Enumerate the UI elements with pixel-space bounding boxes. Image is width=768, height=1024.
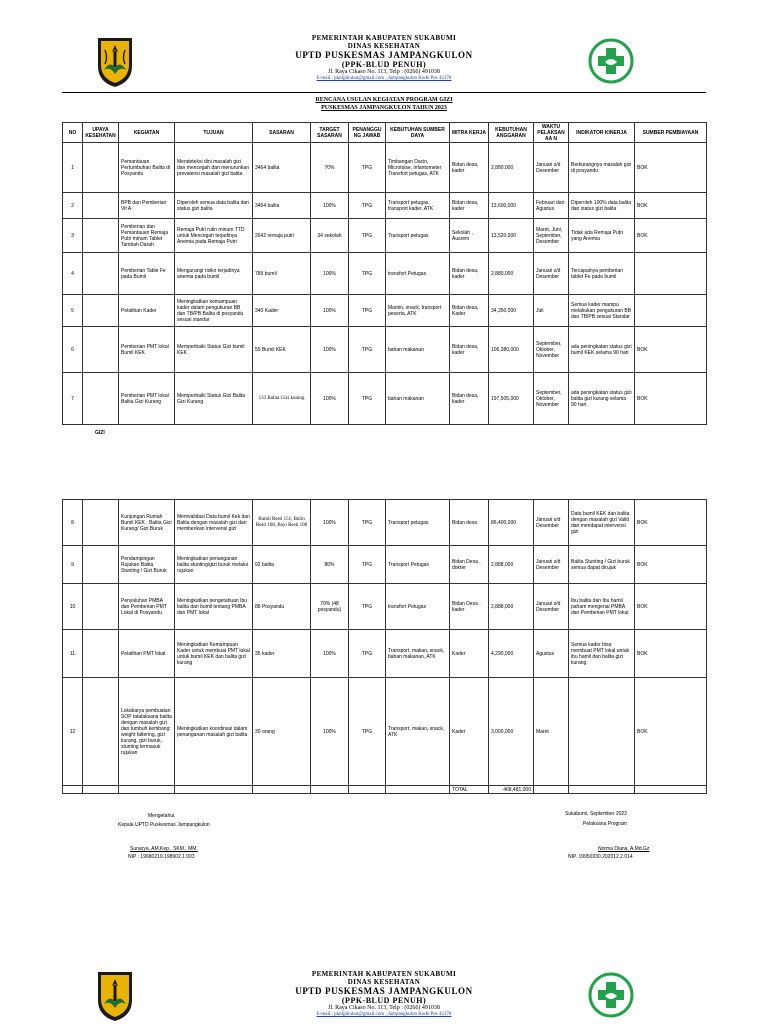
table-cell: Pelatihan Kader	[119, 295, 175, 327]
letterhead2-email[interactable]: E-mail : pkmjpkulon@gmail.com , Jampangkulon Kode Pos 43178	[316, 1012, 452, 1017]
table-cell: BOK	[635, 193, 707, 219]
table-cell: BOK	[635, 327, 707, 373]
table-cell: 100%	[311, 630, 349, 678]
letterhead-bottom	[0, 970, 768, 1018]
table-cell: 80%	[311, 546, 349, 584]
header-cell: UPAYA KESEHATAN	[83, 123, 119, 143]
table-cell: Januari s/d Desember	[534, 546, 569, 584]
table-cell: Agustus	[534, 630, 569, 678]
table-cell: Diperoleh semua data balita dan status gizi balita	[175, 193, 253, 219]
table-cell: 2642 remaja putri	[253, 219, 311, 253]
table-cell: Mamin, snack, transport peserta, ATK	[386, 295, 450, 327]
table-row	[63, 584, 707, 630]
table-cell: Bidan desa, Kader	[450, 295, 489, 327]
table-cell: 100%	[311, 193, 349, 219]
table-row	[63, 630, 707, 678]
letterhead-address: Jl. Raya Cikaso No. 113, Telp : (0266) 491038	[328, 69, 440, 75]
letterhead-top	[0, 34, 768, 82]
sig-left-name: Sunarya, AM.Kep., SKM., MM.	[130, 846, 198, 852]
table-cell: ada peningkatan status gizi balita gizi kurang selama 90 hari	[569, 373, 635, 425]
table-cell: 3464 balita	[253, 193, 311, 219]
table-cell: BOK	[635, 546, 707, 584]
letterhead-line1: PEMERINTAH KABUPATEN SUKABUMI	[311, 34, 457, 42]
table-cell: 1	[63, 143, 83, 193]
table-cell: 8	[63, 500, 83, 546]
table-cell: BOK	[635, 219, 707, 253]
table-cell: 6	[63, 327, 83, 373]
table-cell	[83, 373, 119, 425]
table-cell: ada peningkatan status gizi bumil KEK selama 90 hari	[569, 327, 635, 373]
table-cell: Mendeteksi dini masalah gizi dan mencegah dan menurunkan prevalensi masalah gizi balita	[175, 143, 253, 193]
table-cell: 3,000,000	[489, 678, 534, 786]
table-cell	[83, 786, 119, 794]
table-cell: Januari s/d Desember	[534, 253, 569, 295]
table-cell: TPG	[349, 253, 386, 295]
table-cell: Bidan desa	[450, 500, 489, 546]
sig-right-nip: NIP. 19950330.202012.2.014	[568, 854, 633, 860]
table-cell: 12	[63, 678, 83, 786]
header-cell: KEBUTUHAN ANGGARAN	[489, 123, 534, 143]
table-cell	[83, 143, 119, 193]
table-cell: Bidan desa, kader	[450, 143, 489, 193]
table-cell: 2	[63, 193, 83, 219]
sig-right-line1: Sukabumi, September 2022	[565, 811, 627, 817]
table-cell	[569, 786, 635, 794]
table-cell: Januari s/d Desember	[534, 143, 569, 193]
table-cell: Pelatihan PMT lokal	[119, 630, 175, 678]
sig-right-line2: Pelaksana Program	[583, 821, 627, 827]
table-cell: Pemberian PMT lokal Bumil KEK	[119, 327, 175, 373]
table-cell: Pemberian PMT lokal Balita Gizi Kurang	[119, 373, 175, 425]
letterhead-line3: UPTD PUSKESMAS JAMPANGKULON	[295, 50, 473, 60]
table-cell: September, Oktober, November	[534, 327, 569, 373]
table-cell: 35 kader	[253, 630, 311, 678]
table-cell: Transport petugas	[386, 500, 450, 546]
table-cell	[83, 678, 119, 786]
table-row	[63, 373, 707, 425]
table-cell	[83, 193, 119, 219]
table-cell: BOK	[635, 500, 707, 546]
header-cell: SUMBER PEMBIAYAAN	[635, 123, 707, 143]
sig-left-line1: Mengetahui,	[148, 813, 176, 819]
program-table-page1	[62, 122, 707, 425]
table-cell: Bidan desa, kader	[450, 327, 489, 373]
table-cell: transfort Petugas	[386, 253, 450, 295]
table-cell	[83, 630, 119, 678]
table-cell: 3464 balita	[253, 143, 311, 193]
table-cell: 88 Posyandu	[253, 584, 311, 630]
table-cell: Transport, makan, snack, ATK	[386, 678, 450, 786]
table-cell: Berkurangnya masalah gizi di posyandu	[569, 143, 635, 193]
table-cell: 100%	[311, 678, 349, 786]
table-cell	[534, 786, 569, 794]
table-cell: TPG	[349, 143, 386, 193]
table-cell	[635, 786, 707, 794]
table-cell: Maret	[534, 678, 569, 786]
table-cell: 100%	[311, 295, 349, 327]
table-row	[63, 678, 707, 786]
letterhead-line4: (PPK-BLUD PENUH)	[341, 60, 427, 69]
table-cell: TPG	[349, 584, 386, 630]
table-cell	[569, 678, 635, 786]
table-cell	[635, 253, 707, 295]
table-cell: 30 orang	[253, 678, 311, 786]
table-cell: 100%	[311, 373, 349, 425]
table-cell: Transport, makan, snack, bahan makanan, ATK	[386, 630, 450, 678]
table-cell: Kunjungan Rumah Bumil KEK , Balita Gizi Kurang/ Gizi Buruk	[119, 500, 175, 546]
table-cell: Diperoleh 100% data balita dan status gizi balita	[569, 193, 635, 219]
letterhead-email[interactable]: E-mail : pkmjpkulon@gmail.com , Jampangkulon Kode Pos 43178	[316, 76, 452, 81]
table-cell: Maret, Juni, September, Desember	[534, 219, 569, 253]
table-cell: bahan makanan	[386, 327, 450, 373]
table-cell: Semua kader mampu melakukan pengukuran BB dan TB/PB sesuai Standar	[569, 295, 635, 327]
table-cell: TPG	[349, 373, 386, 425]
table-cell	[83, 546, 119, 584]
header-cell: SASARAN	[253, 123, 311, 143]
table-cell: 70% (48 posyandu)	[311, 584, 349, 630]
header-cell: TARGET SASARAN	[311, 123, 349, 143]
header-cell: PENANGGU NG JAWAB	[349, 123, 386, 143]
table-cell: 2,888,000	[489, 584, 534, 630]
table-cell: BOK	[635, 373, 707, 425]
table-cell: Sekolah , Ausrem	[450, 219, 489, 253]
table-cell: TPG	[349, 219, 386, 253]
header-cell: KEBUTUHAN SUMBER DAYA	[386, 123, 450, 143]
letterhead2-address: Jl. Raya Cikaso No. 113, Telp : (0266) 491038	[328, 1005, 440, 1011]
table-cell: 4,290,000	[489, 630, 534, 678]
table-cell: 3	[63, 219, 83, 253]
table-cell: Remaja Putri rutin minum TTD untuk Mencegah terjadinya Anemia pada Remaja Putri	[175, 219, 253, 253]
sig-left-nip: NIP : 19680219.198902.1.003	[128, 854, 195, 860]
table-cell: 34 sekolah	[311, 219, 349, 253]
header-cell: INDIKATOR KINERJA	[569, 123, 635, 143]
table-cell	[83, 327, 119, 373]
table-row	[63, 500, 707, 546]
table-row	[63, 193, 707, 219]
total-label: TOTAL	[450, 786, 489, 794]
table-cell: Meningkatkan kemampuan kader dalam pengukuran BB dan TB/PB Balita di posyandu sesuai standar	[175, 295, 253, 327]
table-cell: Transport petugas	[386, 219, 450, 253]
table-cell: Meningkatkan pengetahuan Ibu balita dan bumil tentang PMBA dan PMT lokal	[175, 584, 253, 630]
table-cell: 789 bumil	[253, 253, 311, 295]
table-cell: 86,400,000	[489, 500, 534, 546]
table-cell: Bidan desa, kader	[450, 253, 489, 295]
table-cell: Kader	[450, 678, 489, 786]
letterhead-rule	[62, 92, 706, 93]
table-cell: 2,880,000	[489, 143, 534, 193]
letterhead2-line4: (PPK-BLUD PENUH)	[341, 996, 427, 1005]
table-cell: 70%	[311, 143, 349, 193]
table-cell: Pemberian dan Pemantauan Remaja Putri minum Tablet Tambah Darah	[119, 219, 175, 253]
table-cell: 7	[63, 373, 83, 425]
letterhead-line2: DINAS KESEHATAN	[347, 42, 421, 50]
table-cell: 100%	[311, 500, 349, 546]
table-header-row	[63, 123, 707, 143]
table-cell	[83, 295, 119, 327]
table-row	[63, 143, 707, 193]
table-cell: Transport Petugas	[386, 546, 450, 584]
table-cell: 55 Bumil KEK	[253, 327, 311, 373]
table-cell	[311, 786, 349, 794]
table-cell: Semua kader bisa membuat PMT lokal untuk ibu hamil dan balita gizi kurang	[569, 630, 635, 678]
letterhead2-line1: PEMERINTAH KABUPATEN SUKABUMI	[311, 970, 457, 978]
table-cell: 197,505,000	[489, 373, 534, 425]
table-cell: Bidan desa, kader	[450, 193, 489, 219]
table-cell: BOK	[635, 630, 707, 678]
table-cell: Meningkatkan Kemampuan Kader untuk membuat PMT lokal untuk bumil KEK dan balita gizi kurang	[175, 630, 253, 678]
table-cell: Pemberian Table Fe pada Bumil	[119, 253, 175, 295]
table-cell: Penyuluhan PMBA dan Pemberian PMT Lokal di Posyandu	[119, 584, 175, 630]
table-cell	[83, 253, 119, 295]
table-cell: Balita Stunting / Gizi buruk semua dapat dirujuk	[569, 546, 635, 584]
table-cell: Januari s/d Desember	[534, 584, 569, 630]
table-cell: 340 Kader	[253, 295, 311, 327]
table-row	[63, 295, 707, 327]
table-cell: Data bumil KEK dan balita dengan masalah gizi Valid dan mendapat intervensi gizi	[569, 500, 635, 546]
document-title-2: PUSKESMAS JAMPANGKULON TAHUN 2023	[321, 105, 447, 111]
table-cell: Lokakarya pembuatan SOP tatalaksana balita dengan masalah gizi dan tumbuh kembang: weight faltering, gizi kurang, gizi buruk, stunting termasuk rujukan	[119, 678, 175, 786]
table-cell: Pemantauan Pertumbuhan Balita di Posyandu	[119, 143, 175, 193]
table-cell: 13,600,000	[489, 193, 534, 219]
table-cell: 4	[63, 253, 83, 295]
table-cell	[63, 786, 83, 794]
table-cell: 100%	[311, 327, 349, 373]
table-cell	[253, 786, 311, 794]
table-row	[63, 219, 707, 253]
table-cell: 10	[63, 584, 83, 630]
table-cell: TPG	[349, 500, 386, 546]
table-cell	[175, 786, 253, 794]
header-cell: NO	[63, 123, 83, 143]
table-cell: BOK	[635, 584, 707, 630]
table-cell: Pendampingan Rujukan Balita Stunting / Gizi Buruk	[119, 546, 175, 584]
table-cell: Ibu balita dan Ibu hamil paham mengenai PMBA dan Pemberian PMT lokal	[569, 584, 635, 630]
table-cell: Meningkatkan koordinasi dalam penanganan masalah gizi balita	[175, 678, 253, 786]
table-cell: 133 Balita Gizi kurang	[253, 373, 311, 425]
header-cell: WAKTU PELAKSANAA N	[534, 123, 569, 143]
document-title-1: RENCANA USULAN KEGIATAN PROGRAM GIZI	[315, 97, 453, 103]
table-cell: BPB dan Pemberian Vit A	[119, 193, 175, 219]
table-cell	[635, 295, 707, 327]
table-cell: Timbangan Dacin, Microtoise, infantometer Transfort petugas, ATK	[386, 143, 450, 193]
program-table-page2	[62, 499, 707, 794]
table-cell: Memvalidasi Data bumil Kek dan Balita dengan masalah gizi dan memberikan intervensi gizi	[175, 500, 253, 546]
header-cell: TUJUAN	[175, 123, 253, 143]
table-cell: 5	[63, 295, 83, 327]
table-cell: Transport petugas, transport kader, ATK	[386, 193, 450, 219]
table-cell: TPG	[349, 327, 386, 373]
table-cell: Bidan Desa , dokter	[450, 546, 489, 584]
table-cell: Tercapainya pemberian tablet Fe pada bumil	[569, 253, 635, 295]
table-cell: Kader	[450, 630, 489, 678]
table-cell: transfort Petugas	[386, 584, 450, 630]
table-cell: BOK	[635, 143, 707, 193]
table-cell: 2,888,000	[489, 546, 534, 584]
sig-right-name: Norma Diana, A.Md.Gz	[598, 846, 650, 852]
table-cell: BOK	[635, 678, 707, 786]
table-cell: 11	[63, 630, 83, 678]
table-cell	[83, 219, 119, 253]
table-row	[63, 253, 707, 295]
table-row	[63, 327, 707, 373]
sig-left-line2: Kepala UPTD Puskesmas Jampangkulon	[118, 822, 210, 828]
table-cell: Meningkatkan penanganan balita stunting/gizi buruk melalui rujukan	[175, 546, 253, 584]
header-cell: MITRA KERJA	[450, 123, 489, 143]
table-cell: September, Oktober, November	[534, 373, 569, 425]
table-cell: TPG	[349, 630, 386, 678]
table-cell: 106,380,000	[489, 327, 534, 373]
table-cell: Mengurangi risiko terjadinya anemia pada bumil	[175, 253, 253, 295]
table-row	[63, 546, 707, 584]
table-cell	[386, 786, 450, 794]
table-cell: 13,520,000	[489, 219, 534, 253]
table-cell: 92 balita	[253, 546, 311, 584]
table-cell: Januari s/d Desember	[534, 500, 569, 546]
table-cell: Memperbaiki Status Gizi Balita Gizi Kurang	[175, 373, 253, 425]
table-cell: Februari dan Agustus	[534, 193, 569, 219]
table-cell: bahan makanan	[386, 373, 450, 425]
total-row	[63, 786, 707, 794]
letterhead2-line2: DINAS KESEHATAN	[347, 978, 421, 986]
table-cell	[349, 786, 386, 794]
table-cell: 2,880,000	[489, 253, 534, 295]
table-cell: TPG	[349, 193, 386, 219]
table-cell: Memperbaiki Status Gizi bumil KEK	[175, 327, 253, 373]
table-cell: 9	[63, 546, 83, 584]
upaya-kesehatan-gizi: GIZI	[95, 430, 105, 436]
table-cell: Juli	[534, 295, 569, 327]
table-cell	[119, 786, 175, 794]
table-cell: 34,250,000	[489, 295, 534, 327]
table-cell: Tidak ada Remaja Putri yang Anemia	[569, 219, 635, 253]
header-cell: KEGIATAN	[119, 123, 175, 143]
table-cell: 100%	[311, 253, 349, 295]
total-value: 468,481,000	[489, 786, 534, 794]
table-cell	[83, 584, 119, 630]
table-cell: TPG	[349, 295, 386, 327]
table-cell	[83, 500, 119, 546]
table-cell: Bidan desa, kader	[450, 373, 489, 425]
table-cell: TPG	[349, 678, 386, 786]
table-cell: TPG	[349, 546, 386, 584]
table-cell: Bumil Resti 151, Bulin Resti 108, Bayi Resti 108	[253, 500, 311, 546]
letterhead2-line3: UPTD PUSKESMAS JAMPANGKULON	[295, 986, 473, 996]
table-cell: Bidan Desa , kader	[450, 584, 489, 630]
